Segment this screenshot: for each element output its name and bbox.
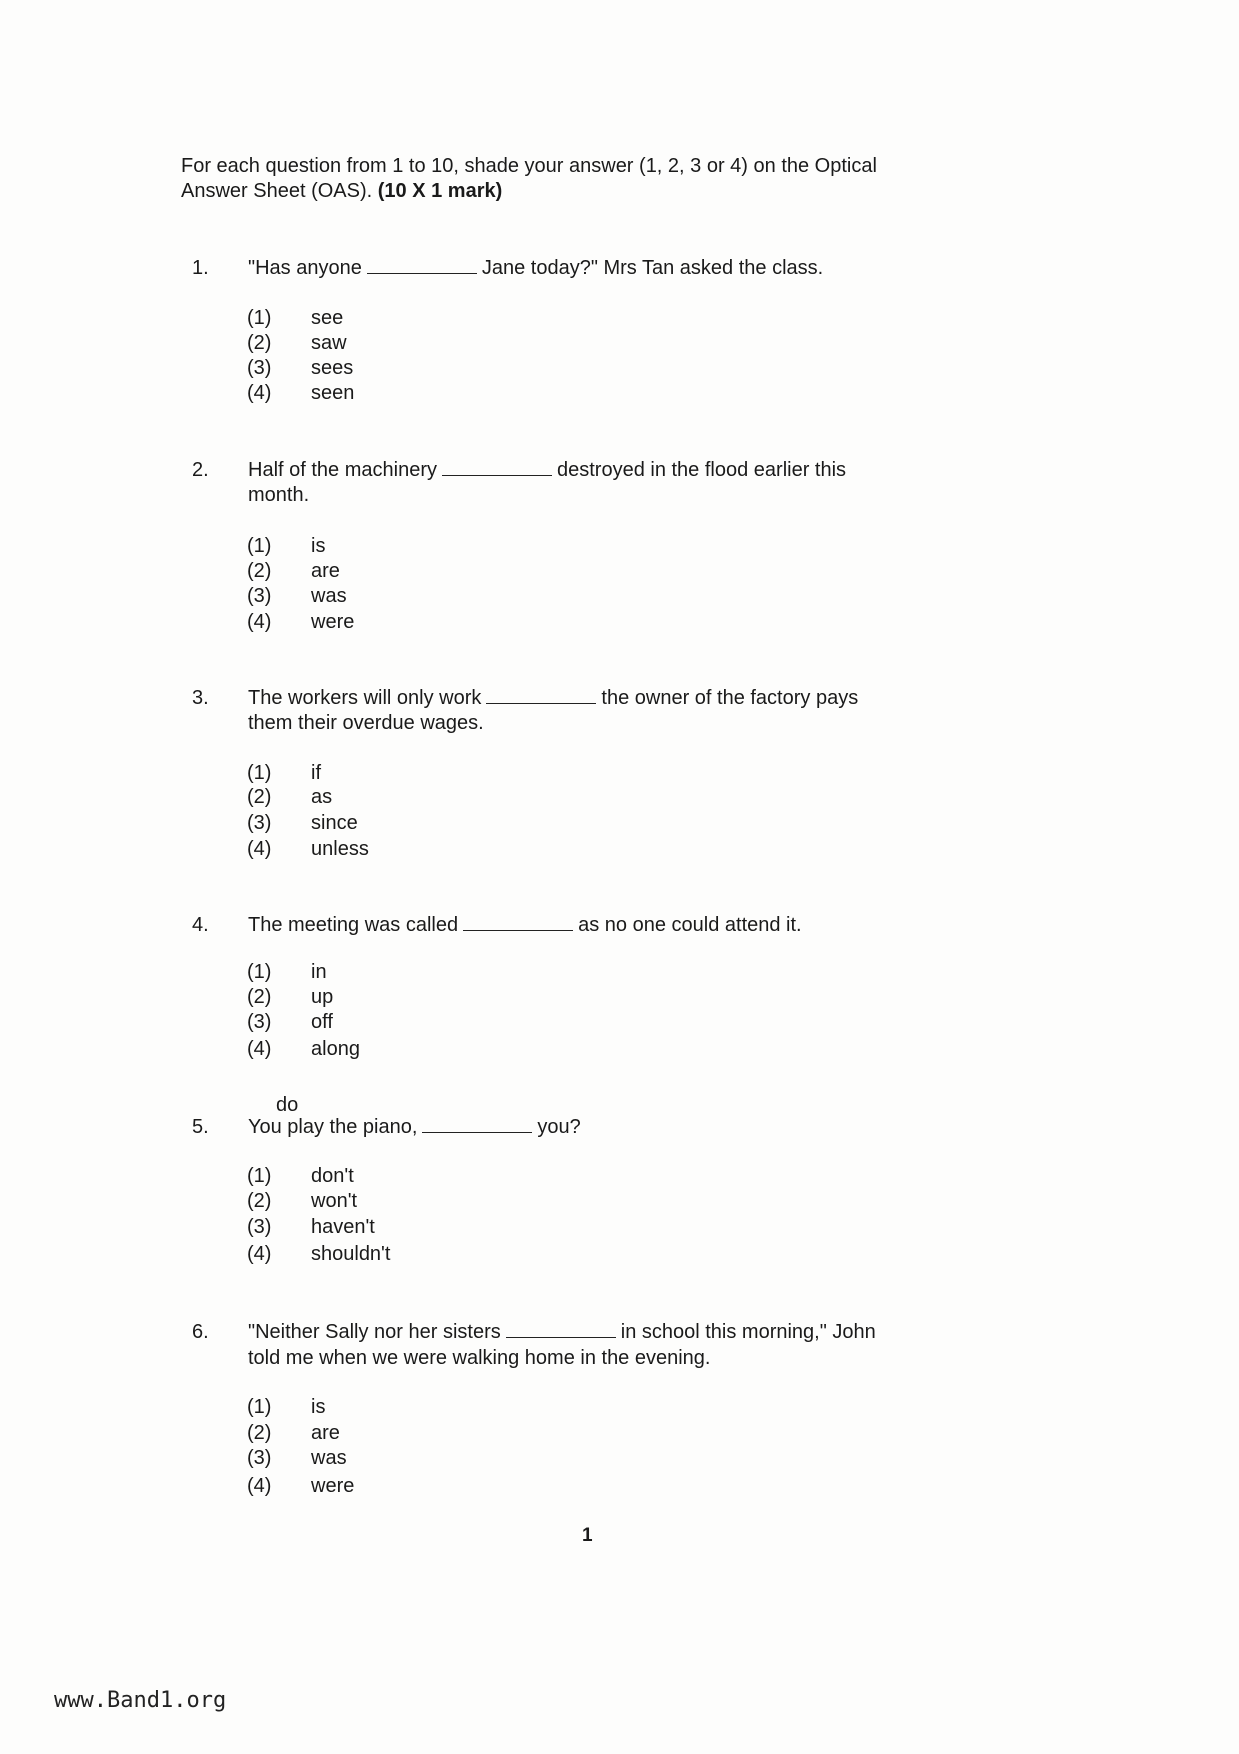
option-text: as xyxy=(311,786,333,808)
option-number: (1) xyxy=(247,961,272,983)
question-number: 4. xyxy=(192,914,209,936)
option-number: (4) xyxy=(247,1243,272,1265)
option-text: was xyxy=(311,1447,347,1469)
answer-blank xyxy=(422,1116,532,1133)
question-text-after: Jane today?" Mrs Tan asked the class. xyxy=(481,257,824,279)
handwritten-annotation: do xyxy=(276,1094,299,1116)
option-text: shouldn't xyxy=(311,1243,391,1265)
option-text: off xyxy=(311,1011,333,1033)
option-number: (1) xyxy=(247,1165,272,1187)
question-text-before: "Has anyone xyxy=(248,257,362,279)
question-text xyxy=(248,913,802,937)
question-text xyxy=(248,1115,581,1139)
question-text-after: as no one could attend it. xyxy=(578,914,802,936)
option-number: (3) xyxy=(247,1447,272,1469)
option-number: (1) xyxy=(247,762,272,784)
question-text-before: Half of the machinery xyxy=(248,459,437,481)
option-text: along xyxy=(311,1038,360,1060)
question-text-after: you? xyxy=(537,1116,581,1138)
question-number: 6. xyxy=(192,1321,209,1343)
option-number: (2) xyxy=(247,1422,272,1444)
option-number: (3) xyxy=(247,1216,272,1238)
option-text: is xyxy=(311,535,326,557)
option-text: were xyxy=(311,1475,355,1497)
instructions-line-1: For each question from 1 to 10, shade your answer (1, 2, 3 or 4) on the Optical xyxy=(181,155,877,177)
question-number: 2. xyxy=(192,459,209,481)
question-text-line-2: month. xyxy=(248,484,310,506)
option-number: (2) xyxy=(247,1190,272,1212)
question-text xyxy=(248,256,823,280)
question-number: 1. xyxy=(192,257,209,279)
option-text: won't xyxy=(311,1190,358,1212)
option-text: don't xyxy=(311,1165,354,1187)
page-number: 1 xyxy=(582,1525,593,1546)
option-text: are xyxy=(311,1422,340,1444)
option-text: up xyxy=(311,986,334,1008)
question-text-after: destroyed in the flood earlier this xyxy=(556,459,847,481)
question-number: 3. xyxy=(192,687,209,709)
question-text xyxy=(248,458,846,482)
option-number: (1) xyxy=(247,307,272,329)
option-text: are xyxy=(311,560,340,582)
option-text: since xyxy=(311,812,358,834)
option-number: (3) xyxy=(247,585,272,607)
answer-blank xyxy=(486,687,596,704)
question-text-before: The meeting was called xyxy=(248,914,459,936)
option-text: were xyxy=(311,611,355,633)
answer-blank xyxy=(463,914,573,931)
option-text: sees xyxy=(311,357,354,379)
option-text: is xyxy=(311,1396,326,1418)
option-text: unless xyxy=(311,838,369,860)
question-text-line-2: told me when we were walking home in the evening. xyxy=(248,1347,711,1369)
option-text: if xyxy=(311,762,321,784)
option-text: see xyxy=(311,307,344,329)
question-text-line-2: them their overdue wages. xyxy=(248,712,484,734)
option-number: (2) xyxy=(247,986,272,1008)
question-text-after: the owner of the factory pays xyxy=(601,687,859,709)
option-number: (4) xyxy=(247,838,272,860)
option-text: was xyxy=(311,585,347,607)
option-number: (2) xyxy=(247,332,272,354)
question-text xyxy=(248,686,858,710)
option-number: (3) xyxy=(247,1011,272,1033)
option-number: (3) xyxy=(247,812,272,834)
answer-blank xyxy=(442,459,552,476)
answer-blank xyxy=(367,257,477,274)
option-text: in xyxy=(311,961,327,983)
instructions-text: Answer Sheet (OAS). xyxy=(181,180,373,202)
option-number: (1) xyxy=(247,1396,272,1418)
footer-url: www.Band1.org xyxy=(54,1688,227,1713)
question-text-before: "Neither Sally nor her sisters xyxy=(248,1321,501,1343)
option-number: (2) xyxy=(247,560,272,582)
option-text: saw xyxy=(311,332,347,354)
question-text-before: You play the piano, xyxy=(248,1116,418,1138)
option-number: (4) xyxy=(247,382,272,404)
question-number: 5. xyxy=(192,1116,209,1138)
marks-label: (10 X 1 mark) xyxy=(377,180,503,202)
question-text-after: in school this morning," John xyxy=(620,1321,876,1343)
option-number: (4) xyxy=(247,1038,272,1060)
instructions-line-2 xyxy=(181,179,502,203)
question-text-before: The workers will only work xyxy=(248,687,482,709)
option-number: (3) xyxy=(247,357,272,379)
option-number: (1) xyxy=(247,535,272,557)
option-number: (4) xyxy=(247,1475,272,1497)
option-number: (2) xyxy=(247,786,272,808)
question-text xyxy=(248,1320,876,1344)
answer-blank xyxy=(506,1321,616,1338)
option-text: haven't xyxy=(311,1216,375,1238)
option-text: seen xyxy=(311,382,355,404)
option-number: (4) xyxy=(247,611,272,633)
